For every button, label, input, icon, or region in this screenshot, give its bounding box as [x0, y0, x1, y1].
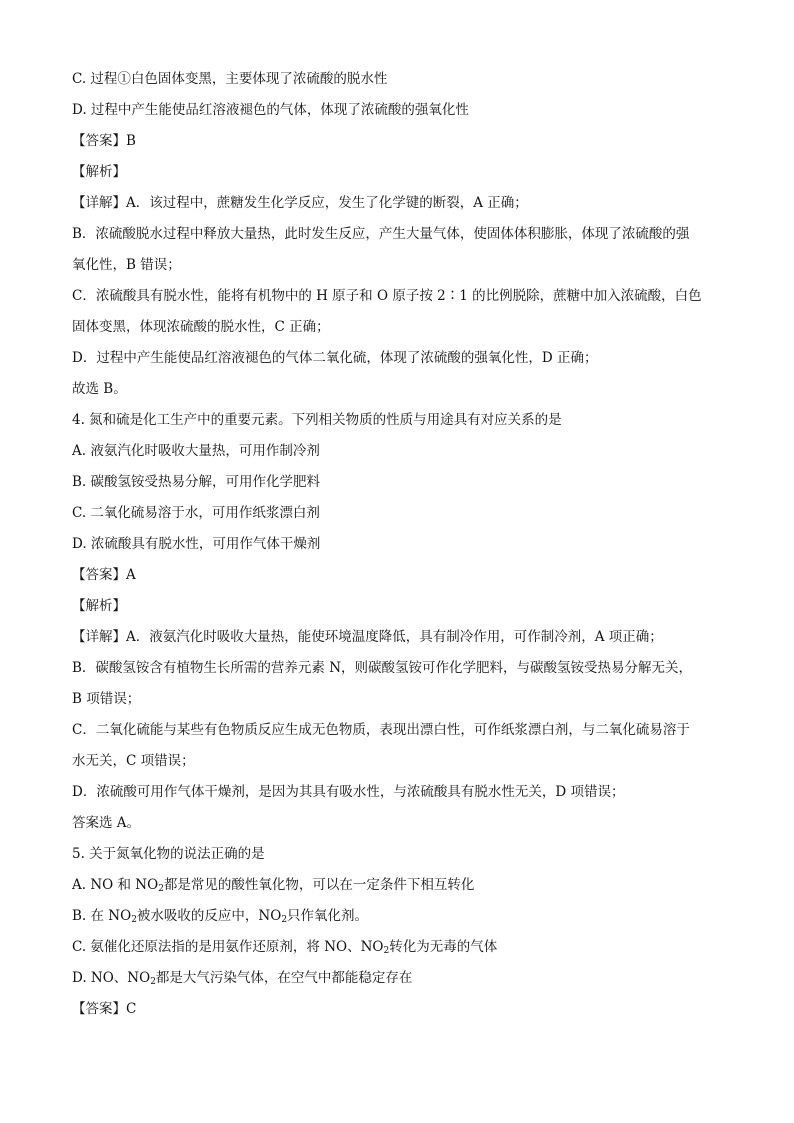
explanation-a-q4: 【详解】A．液氨汽化时吸收大量热，能使环境温度降低，具有制冷作用，可作制冷剂，A 项正确；: [72, 629, 663, 645]
option-d-q5: D. NO、$NO_2$都是大气污染气体，在空气中都能稳定存在: [72, 970, 413, 987]
explanation-b-q4: B．碳酸氢铵含有植物生长所需的营养元素 N，则碳酸氢铵可作化学肥料，与碳酸氢铵受热易分解无关，: [72, 660, 693, 676]
option-b-q4: B. 碳酸氢铵受热易分解，可用作化学肥料: [72, 474, 321, 490]
explanation-b-q4-cont: B 项错误；: [72, 691, 141, 707]
explanation-c-q3-cont: 固体变黑，体现浓硫酸的脱水性，C 正确；: [72, 319, 330, 335]
explanation-b-q3: B．浓硫酸脱水过程中释放大量热，此时发生反应，产生大量气体，使固体体积膨胀，体现了浓硫酸的强: [72, 226, 690, 242]
explanation-a-q3: 【详解】A．该过程中，蔗糖发生化学反应，发生了化学键的断裂，A 正确；: [72, 195, 528, 211]
explanation-c-q4: C．二氧化硫能与某些有色物质反应生成无色物质，表现出漂白性，可作纸浆漂白剂，与二氧化硫易溶于: [72, 722, 690, 738]
explanation-d-q4: D．浓硫酸可用作气体干燥剂，是因为其具有吸水性，与浓硫酸具有脱水性无关，D 项错误；: [72, 784, 625, 800]
explanation-d-q3: D．过程中产生能使品红溶液褪色的气体二氧化硫，体现了浓硫酸的强氧化性，D 正确；: [72, 350, 598, 366]
question-5-stem: 5. 关于氮氧化物的说法正确的是: [72, 846, 265, 862]
answer-q5: 【答案】C: [72, 1001, 137, 1017]
option-d-q3: D. 过程中产生能使品红溶液褪色的气体，体现了浓硫酸的强氧化性: [72, 102, 469, 118]
option-a-q5: A. NO 和 $NO_2$都是常见的酸性氧化物，可以在一定条件下相互转化: [72, 877, 475, 894]
answer-q4: 【答案】A: [72, 567, 136, 583]
option-c-q3: C. 过程①白色固体变黑，主要体现了浓硫酸的脱水性: [72, 71, 388, 87]
explanation-c-q4-cont: 水无关，C 项错误；: [72, 753, 195, 769]
option-c-q5: C. 氨催化还原法指的是用氨作还原剂，将 NO、$NO_2$转化为无毒的气体: [72, 939, 498, 956]
option-a-q4: A. 液氨汽化时吸收大量热，可用作制冷剂: [72, 443, 320, 459]
conclusion-q3: 故选 B。: [72, 381, 127, 397]
option-b-q5: B. 在 $NO_2$被水吸收的反应中，$NO_2$只作氧化剂。: [72, 908, 369, 925]
option-d-q4: D. 浓硫酸具有脱水性，可用作气体干燥剂: [72, 536, 321, 552]
conclusion-q4: 答案选 A。: [72, 815, 141, 831]
answer-q3: 【答案】B: [72, 133, 136, 149]
explanation-c-q3: C．浓硫酸具有脱水性，能将有机物中的 H 原子和 O 原子按 2∶1 的比例脱除，蔗糖中加入浓硫酸，白色: [72, 288, 702, 304]
analysis-heading-q4: 【解析】: [72, 598, 126, 614]
option-c-q4: C. 二氧化硫易溶于水，可用作纸浆漂白剂: [72, 505, 320, 521]
explanation-b-q3-cont: 氧化性，B 错误；: [72, 257, 181, 273]
analysis-heading-q3: 【解析】: [72, 164, 126, 180]
question-4-stem: 4. 氮和硫是化工生产中的重要元素。下列相关物质的性质与用途具有对应关系的是: [72, 412, 562, 428]
